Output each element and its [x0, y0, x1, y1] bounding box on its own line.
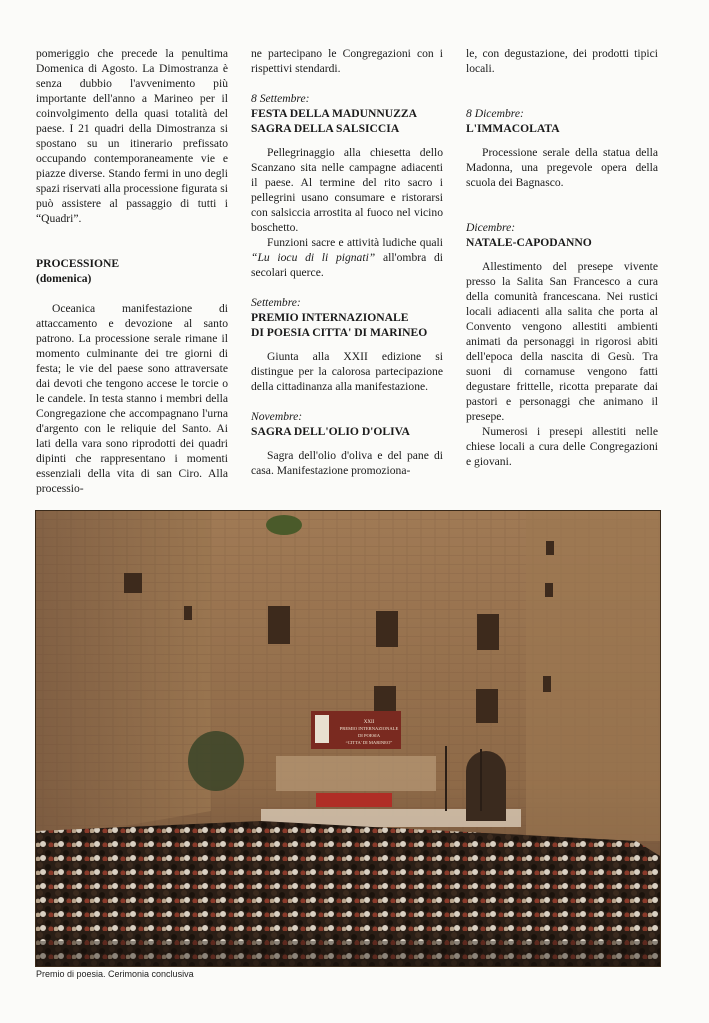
col3-intro: le, con degustazione, dei prodotti tipici locali.: [466, 47, 658, 75]
text-column-1: [36, 46, 228, 496]
event-title: FESTA DELLA MADUNNUZZA: [251, 107, 417, 120]
event-text: Processione serale della statua della Madonna, una pregevole opera della scuola dei Bagnasco.: [466, 146, 658, 189]
event-text: Numerosi i presepi allestiti nelle chiese locali a cura delle Congregazioni e giovani.: [466, 425, 658, 468]
event-text: Giunta alla XXII edizione si distingue per la calorosa partecipazione della cittadinanza alla manifestazione.: [251, 350, 443, 393]
procession-subtitle: (domenica): [36, 272, 92, 285]
event-date: Settembre:: [251, 296, 301, 309]
event-date: Dicembre:: [466, 221, 516, 234]
event-date: 8 Settembre:: [251, 92, 310, 105]
ceremony-photo: [35, 510, 661, 967]
event-date: Novembre:: [251, 410, 303, 423]
text-column-2: [251, 46, 443, 478]
event-title: DI POESIA CITTA' DI MARINEO: [251, 326, 428, 339]
procession-text: Oceanica manifestazione di attaccamento e devozione al santo patrono. La processione serale rimane il momento culminante dei tre giorni di festa; le vie del paese sono attraversate dai devoti che tengono accese le torcie o le candele. In testa stanno i membri della Congregazione che accompagnano l'urna d'argento con le reliquie del Santo. Ai lati della vara sono riprodotti dei quadri dipinti che rappresentano i momenti essenziali della vita di san Ciro. Alla processio-: [36, 302, 228, 495]
event-text: Allestimento del presepe vivente presso la Salita San Francesco a cura della comunità francescana. Nei rustici locali adiacenti alla salita che porta al Convento vengono allestiti ambienti animati da personaggi in rigorosi abiti dell'epoca della nascita di Gesù. Tra suoni di cornamuse vengono fatti degustare frittelle, ricotta preparate dai pastori e personaggi che animano il presepe.: [466, 260, 658, 423]
event-title: SAGRA DELLA SALSICCIA: [251, 122, 400, 135]
banner-text: “CITTA' DI MARINEO”: [345, 740, 393, 745]
text-column-3: [466, 46, 658, 469]
col1-intro: pomeriggio che precede la penultima Domenica di Agosto. La Dimostranza è senza dubbio l'avvenimento più importante dell'anno a Marineo per il coinvolgimento della quasi totalità del paese. I 21 quadri della Dimostranza si spostano su un itinerario prefissato occupando contemporaneamente vie e piazze diverse. Stando fermi in uno degli spazi riservati alla processione figurata si può assistere al passaggio di tutti i “Quadri”.: [36, 47, 228, 225]
event-title: SAGRA DELL'OLIO D'OLIVA: [251, 425, 410, 438]
event-text: Funzioni sacre e attività ludiche quali “Lu iocu di li pignati” all'ombra di secolari querce.: [251, 236, 443, 279]
event-text: Pellegrinaggio alla chiesetta dello Scanzano sita nelle campagne adiacenti il paese. Al termine del rito sacro i pellegrini usano consumare e ristorarsi con salsiccia arrostita al fuoco nel vicino boschetto.: [251, 146, 443, 234]
stage-table: [316, 793, 392, 807]
banner-text: XXII: [363, 720, 375, 725]
game-name: “Lu iocu di li pignati”: [251, 251, 376, 264]
event-title: NATALE-CAPODANNO: [466, 236, 592, 249]
event-date: 8 Dicembre:: [466, 107, 524, 120]
col2-intro: ne partecipano le Congregazioni con i rispettivi stendardi.: [251, 47, 443, 75]
banner-text: DI POESIA: [357, 733, 381, 738]
procession-title: PROCESSIONE: [36, 257, 120, 270]
event-title: PREMIO INTERNAZIONALE: [251, 311, 409, 324]
ceremony-photo-illustration: [36, 511, 660, 966]
event-title: L'IMMACOLATA: [466, 122, 560, 135]
event-text: Sagra dell'olio d'oliva e del pane di casa. Manifestazione promoziona-: [251, 449, 443, 477]
photo-caption: Premio di poesia. Cerimonia conclusiva: [36, 969, 194, 979]
banner-text: PREMIO INTERNAZIONALE: [339, 726, 399, 731]
